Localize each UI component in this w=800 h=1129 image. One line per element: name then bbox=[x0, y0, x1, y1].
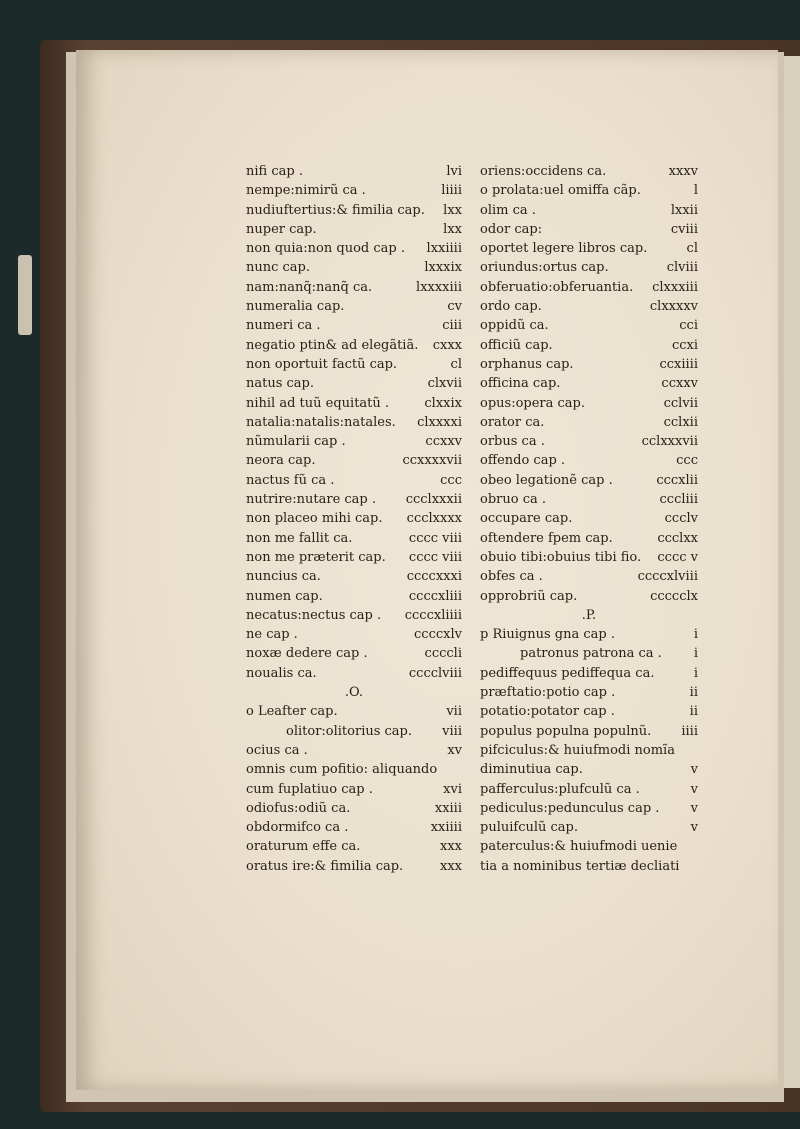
index-entry bbox=[246, 278, 462, 297]
chapter-number: ccclxxxii bbox=[405, 492, 462, 508]
chapter-number bbox=[692, 741, 698, 760]
chapter-number: clxxxxv bbox=[649, 299, 698, 315]
chapter-number: cviii bbox=[670, 221, 698, 237]
chapter-number: lxx bbox=[443, 202, 462, 218]
entry-text: oftendere fpem cap. bbox=[480, 530, 613, 546]
index-entry bbox=[246, 587, 462, 606]
index-entry bbox=[480, 297, 698, 316]
entry-text: oriens:occidens ca. bbox=[480, 164, 607, 179]
chapter-number: ccccli bbox=[424, 646, 462, 662]
index-entry bbox=[246, 741, 462, 760]
index-entry bbox=[246, 529, 462, 548]
index-entry bbox=[246, 471, 462, 490]
entry-text: offendo cap . bbox=[480, 453, 566, 469]
chapter-number: xxiii bbox=[434, 800, 462, 816]
chapter-number: cl bbox=[686, 241, 698, 257]
entry-text: neora cap. bbox=[246, 453, 316, 469]
entry-text: nudiuftertius:& fimilia cap. bbox=[246, 202, 425, 218]
entry-text: necatus:nectus cap . bbox=[246, 607, 382, 623]
entry-text: noualis ca. bbox=[246, 665, 317, 681]
entry-text: oratus ire:& fimilia cap. bbox=[246, 858, 404, 874]
entry-text: præftatio:potio cap . bbox=[480, 685, 616, 701]
chapter-number: lxxxxiii bbox=[416, 279, 462, 295]
chapter-number: ccccclx bbox=[650, 588, 698, 604]
index-entry bbox=[246, 451, 462, 470]
entry-text: nũmularii cap . bbox=[246, 434, 346, 450]
entry-text: negatio ptin& ad elegãtiã. bbox=[246, 337, 419, 353]
chapter-number: clxxxxi bbox=[417, 414, 462, 430]
entry-text: non quia:non quod cap . bbox=[246, 241, 405, 257]
entry-text: orator ca. bbox=[480, 414, 545, 430]
chapter-number: i bbox=[693, 665, 698, 681]
chapter-number: l bbox=[693, 183, 698, 199]
chapter-number: ccxxv bbox=[425, 434, 462, 450]
index-entry bbox=[480, 644, 698, 663]
chapter-number: cclvii bbox=[663, 395, 698, 411]
chapter-number: lxxii bbox=[670, 202, 698, 218]
chapter-number: cccxlii bbox=[656, 472, 698, 488]
chapter-number: xxiiii bbox=[430, 820, 462, 836]
entry-text: .P. bbox=[581, 607, 597, 623]
entry-text: non me fallit ca. bbox=[246, 530, 353, 546]
index-entry bbox=[480, 432, 698, 451]
chapter-number: viii bbox=[442, 723, 462, 739]
entry-text: opus:opera cap. bbox=[480, 395, 585, 411]
index-entry bbox=[246, 702, 462, 721]
entry-text: oraturum effe ca. bbox=[246, 839, 361, 855]
index-entry bbox=[480, 278, 698, 297]
chapter-number: v bbox=[690, 800, 698, 816]
index-entry bbox=[246, 258, 462, 277]
chapter-number bbox=[456, 760, 462, 779]
entry-text: diminutiua cap. bbox=[480, 762, 583, 778]
index-entry bbox=[246, 837, 462, 856]
index-column-left bbox=[246, 162, 462, 876]
entry-text: nifi cap . bbox=[246, 164, 303, 179]
index-entry bbox=[246, 220, 462, 239]
index-entry bbox=[480, 664, 698, 683]
entry-text: ordo cap. bbox=[480, 299, 542, 315]
chapter-number: ccccxlviii bbox=[637, 569, 698, 585]
chapter-number: lvi bbox=[446, 164, 462, 179]
entry-text: opprobriũ cap. bbox=[480, 588, 578, 604]
index-entry bbox=[246, 394, 462, 413]
index-entry bbox=[246, 625, 462, 644]
chapter-number: iiii bbox=[681, 723, 698, 739]
entry-text: odiofus:odiũ ca. bbox=[246, 800, 351, 816]
index-entry bbox=[246, 818, 462, 837]
chapter-number: i bbox=[693, 646, 698, 662]
index-entry bbox=[480, 760, 698, 779]
entry-text: nihil ad tuũ equitatũ . bbox=[246, 395, 390, 411]
index-entry bbox=[246, 355, 462, 374]
entry-text: nunc cap. bbox=[246, 260, 311, 276]
entry-text: pediffequus pediffequa ca. bbox=[480, 665, 655, 681]
entry-text: officina cap. bbox=[480, 376, 561, 392]
entry-text: orphanus cap. bbox=[480, 356, 574, 372]
index-entry bbox=[480, 490, 698, 509]
chapter-number: v bbox=[690, 762, 698, 778]
index-entry bbox=[480, 702, 698, 721]
entry-text: oriundus:ortus cap. bbox=[480, 260, 609, 276]
chapter-number: cccc viii bbox=[408, 530, 462, 546]
chapter-number: vii bbox=[446, 704, 462, 720]
index-entry bbox=[246, 606, 462, 625]
chapter-number: cv bbox=[447, 299, 462, 315]
index-entry bbox=[480, 683, 698, 702]
entry-text: nempe:nimirũ ca . bbox=[246, 183, 366, 199]
chapter-number: ccc bbox=[676, 453, 698, 469]
chapter-number: xvi bbox=[443, 781, 462, 797]
chapter-number: i bbox=[693, 627, 698, 643]
chapter-number: cxxx bbox=[432, 337, 462, 353]
chapter-number: ccccxlv bbox=[414, 627, 462, 643]
entry-text: natalia:natalis:natales. bbox=[246, 414, 396, 430]
chapter-number: ccccxxxi bbox=[406, 569, 462, 585]
chapter-number: cclxii bbox=[663, 414, 698, 430]
chapter-number: liiii bbox=[441, 183, 462, 199]
index-entry bbox=[480, 722, 698, 741]
entry-text: odor cap: bbox=[480, 221, 543, 237]
chapter-number: v bbox=[690, 820, 698, 836]
chapter-number: cccc v bbox=[657, 549, 698, 565]
chapter-number: ccclv bbox=[664, 511, 698, 527]
section-heading bbox=[246, 683, 462, 702]
index-entry bbox=[246, 509, 462, 528]
chapter-number: lxxxix bbox=[424, 260, 462, 276]
index-entry bbox=[480, 780, 698, 799]
index-entry bbox=[480, 741, 698, 760]
index-entry bbox=[246, 799, 462, 818]
entry-text: obuio tibi:obuius tibi fio. bbox=[480, 549, 642, 565]
entry-text: p Riuignus gna cap . bbox=[480, 627, 615, 643]
entry-text: orbus ca . bbox=[480, 434, 545, 450]
entry-text: patronus patrona ca . bbox=[520, 646, 662, 662]
chapter-number: xxx bbox=[440, 858, 462, 874]
section-heading bbox=[480, 606, 698, 625]
entry-text: o Leafter cap. bbox=[246, 704, 338, 720]
index-entry bbox=[480, 799, 698, 818]
index-entry bbox=[480, 818, 698, 837]
index-entry bbox=[246, 316, 462, 335]
entry-text: non oportuit factũ cap. bbox=[246, 356, 398, 372]
index-entry bbox=[246, 722, 462, 741]
entry-text: officiũ cap. bbox=[480, 337, 553, 353]
index-entry bbox=[480, 201, 698, 220]
chapter-number: ccclxxxx bbox=[406, 511, 462, 527]
chapter-number: lxx bbox=[443, 221, 462, 237]
entry-text: numeralia cap. bbox=[246, 299, 345, 315]
chapter-number: ccxxxxvii bbox=[402, 453, 462, 469]
bookmark-strip bbox=[18, 255, 32, 335]
chapter-number: ciii bbox=[442, 318, 462, 334]
chapter-number: cci bbox=[679, 318, 698, 334]
entry-text: nam:nanq̃:nanq̃ ca. bbox=[246, 279, 373, 295]
entry-text: nuncius ca. bbox=[246, 569, 321, 585]
index-entry bbox=[246, 181, 462, 200]
index-entry bbox=[480, 220, 698, 239]
index-entry bbox=[480, 394, 698, 413]
entry-text: obdormifco ca . bbox=[246, 820, 349, 836]
index-entry bbox=[480, 451, 698, 470]
index-entry bbox=[246, 297, 462, 316]
index-entry bbox=[246, 567, 462, 586]
index-entry bbox=[246, 374, 462, 393]
entry-text: tia a nominibus tertiæ decliati bbox=[480, 858, 680, 874]
index-entry bbox=[480, 509, 698, 528]
entry-text: .O. bbox=[344, 685, 364, 701]
index-entry bbox=[480, 258, 698, 277]
chapter-number: cccc viii bbox=[408, 549, 462, 565]
index-entry bbox=[480, 857, 698, 876]
entry-text: pafferculus:plufculũ ca . bbox=[480, 781, 640, 797]
index-entry bbox=[480, 162, 698, 181]
index-entry bbox=[480, 837, 698, 856]
entry-text: natus cap. bbox=[246, 376, 315, 392]
index-entry bbox=[480, 181, 698, 200]
index-entry bbox=[246, 857, 462, 876]
entry-text: puluifculũ cap. bbox=[480, 820, 578, 836]
chapter-number: ccxxv bbox=[661, 376, 698, 392]
chapter-number: xxx bbox=[440, 839, 462, 855]
index-entry bbox=[246, 162, 462, 181]
chapter-number: clxxix bbox=[424, 395, 462, 411]
entry-text: potatio:potator cap . bbox=[480, 704, 615, 720]
entry-text: obruo ca . bbox=[480, 492, 546, 508]
entry-text: occupare cap. bbox=[480, 511, 573, 527]
entry-text: non me præterit cap. bbox=[246, 549, 386, 565]
chapter-number: ccccxliiii bbox=[404, 607, 462, 623]
entry-text: omnis cum pofitio: aliquando bbox=[246, 762, 438, 778]
chapter-number: ccc bbox=[440, 472, 462, 488]
entry-text: pifciculus:& huiufmodi nomĩa bbox=[480, 742, 675, 758]
index-entry bbox=[480, 471, 698, 490]
chapter-number: clxxxiii bbox=[652, 279, 698, 295]
entry-text: populus populna populnũ. bbox=[480, 723, 652, 739]
chapter-number: cl bbox=[450, 356, 462, 372]
entry-text: pediculus:pedunculus cap . bbox=[480, 800, 660, 816]
chapter-number bbox=[692, 857, 698, 876]
entry-text: obeo legationẽ cap . bbox=[480, 472, 613, 488]
index-entry bbox=[246, 760, 462, 779]
chapter-number bbox=[692, 837, 698, 856]
index-entry bbox=[480, 548, 698, 567]
entry-text: paterculus:& huiufmodi uenie bbox=[480, 839, 678, 855]
entry-text: o prolata:uel omiffa cãp. bbox=[480, 183, 641, 199]
entry-text: oportet legere libros cap. bbox=[480, 241, 648, 257]
chapter-number: ccxi bbox=[671, 337, 698, 353]
index-entry bbox=[480, 239, 698, 258]
entry-text: noxæ dedere cap . bbox=[246, 646, 368, 662]
index-entry bbox=[480, 374, 698, 393]
index-entry bbox=[246, 780, 462, 799]
entry-text: obfes ca . bbox=[480, 569, 543, 585]
entry-text: obferuatio:obferuantia. bbox=[480, 279, 634, 295]
index-entry bbox=[246, 201, 462, 220]
chapter-number: ccclxx bbox=[657, 530, 698, 546]
index-entry bbox=[480, 413, 698, 432]
chapter-number: xxxv bbox=[668, 164, 698, 179]
index-entry bbox=[246, 432, 462, 451]
index-entry bbox=[246, 239, 462, 258]
index-entry bbox=[480, 355, 698, 374]
entry-text: olim ca . bbox=[480, 202, 536, 218]
chapter-number: cclxxxvii bbox=[641, 434, 698, 450]
entry-text: oppidũ ca. bbox=[480, 318, 549, 334]
entry-text: nutrire:nutare cap . bbox=[246, 492, 377, 508]
chapter-number: v bbox=[690, 781, 698, 797]
entry-text: non placeo mihi cap. bbox=[246, 511, 383, 527]
index-entry bbox=[480, 529, 698, 548]
index-entry bbox=[480, 316, 698, 335]
entry-text: cum fuplatiuo cap . bbox=[246, 781, 373, 797]
index-entry bbox=[246, 644, 462, 663]
chapter-number: ccxiiii bbox=[659, 356, 698, 372]
chapter-number: cccclviii bbox=[408, 665, 462, 681]
entry-text: nuper cap. bbox=[246, 221, 317, 237]
index-entry bbox=[246, 490, 462, 509]
entry-text: ocius ca . bbox=[246, 742, 308, 758]
index-entry bbox=[480, 625, 698, 644]
chapter-number: ccccxliii bbox=[408, 588, 462, 604]
index-entry bbox=[480, 567, 698, 586]
entry-text: olitor:olitorius cap. bbox=[286, 723, 413, 739]
index-entry bbox=[246, 548, 462, 567]
chapter-number: ii bbox=[689, 685, 698, 701]
chapter-number: cccliii bbox=[659, 492, 698, 508]
index-entry bbox=[246, 336, 462, 355]
index-entry bbox=[246, 413, 462, 432]
entry-text: numeri ca . bbox=[246, 318, 321, 334]
index-entry bbox=[246, 664, 462, 683]
index-entry bbox=[480, 336, 698, 355]
index-column-right bbox=[480, 162, 698, 876]
entry-text: ne cap . bbox=[246, 627, 298, 643]
chapter-number: lxxiiii bbox=[426, 241, 462, 257]
chapter-number: xv bbox=[447, 742, 462, 758]
entry-text: nactus fũ ca . bbox=[246, 472, 335, 488]
entry-text: numen cap. bbox=[246, 588, 323, 604]
chapter-number: ii bbox=[689, 704, 698, 720]
chapter-number: clviii bbox=[666, 260, 698, 276]
index-entry bbox=[480, 587, 698, 606]
chapter-number: clxvii bbox=[427, 376, 462, 392]
